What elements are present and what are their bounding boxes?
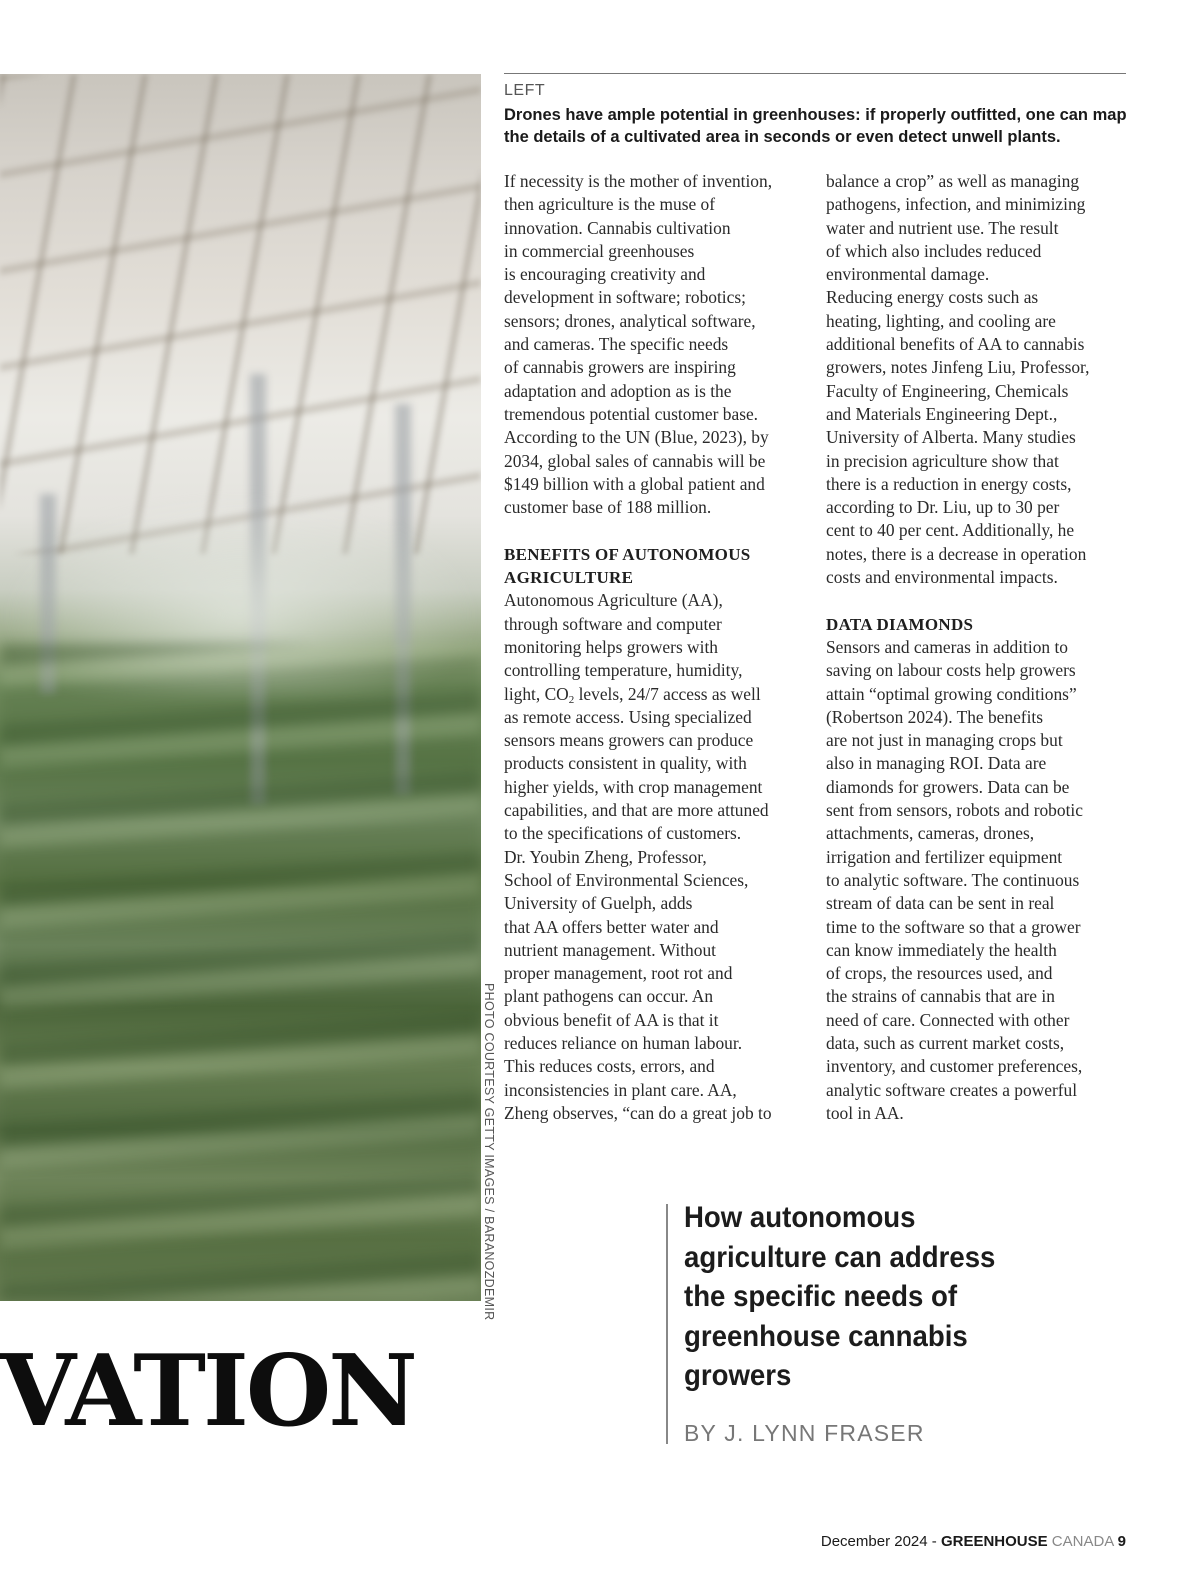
paragraph: Autonomous Agriculture (AA), through software and computer monitoring helps growers with controlling temperature, humidity, light, $CO_2$ levels, 24/7 access as well as remote access. Using specialized sensors means growers can produce products consistent in quality, with higher yields, with crop management capabilities, and that are more attuned to the specifications of customers.: [504, 590, 769, 844]
article-column-left: [504, 170, 807, 1125]
caption-text: Drones have ample potential in greenhouses: if properly outfitted, one can map the details of a cultivated area in seconds or even detect unwell plants.: [504, 106, 1127, 146]
page-footer: [821, 1533, 1126, 1550]
greenhouse-photo: [0, 74, 481, 1301]
byline: BY J. LYNN FRASER: [684, 1420, 925, 1446]
paragraph: Dr. Youbin Zheng, Professor, School of Environmental Sciences, University of Guelph, adds that AA offers better water and nutrient management. Without proper management, root rot and plant pathogens can occur. An obvious benefit of AA is that it reduces reliance on human labour. This reduces costs, errors, and inconsistencies in plant care. AA, Zheng observes, “can do a great job to: [504, 846, 772, 1123]
headline-rule: [666, 1204, 668, 1444]
footer-brand-light: CANADA: [1047, 1533, 1118, 1550]
section-heading: BENEFITS OF AUTONOMOUS AGRICULTURE: [504, 544, 751, 588]
article-headline: How autonomous agriculture can address the specific needs of greenhouse cannabis growers: [684, 1201, 996, 1392]
photo-credit: PHOTO COURTESY GETTY IMAGES / BARANOZDEMIR: [482, 983, 496, 1321]
title-fragment: VATION: [0, 1334, 415, 1449]
section-heading: DATA DIAMONDS: [826, 614, 974, 634]
footer-date: December 2024 -: [820, 1533, 941, 1550]
paragraph: Reducing energy costs such as heating, lighting, and cooling are additional benefits of AA to cannabis growers, notes Jinfeng Liu, Professor, Faculty of Engineering, Chemicals and Materials Engineering Dept., University of Alberta. Many studies in precision agriculture show that there is a reduction in energy costs, according to Dr. Liu, up to 30 per cent to 40 per cent. Additionally, he notes, there is a decrease in operation costs and environmental impacts.: [826, 287, 1090, 588]
article-column-right: [826, 170, 1129, 1125]
photo-plant-rows: [0, 644, 481, 1301]
page-number: 9: [1117, 1533, 1126, 1550]
top-rule: [504, 73, 1126, 74]
paragraph: balance a crop” as well as managing pathogens, infection, and minimizing water and nutrient use. The result of which also includes reduced environmental damage.: [826, 171, 1086, 285]
paragraph: Sensors and cameras in addition to saving on labour costs help growers attain “optimal growing conditions” (Robertson 2024). The benefits are not just in managing crops but also in managing ROI. Data are diamonds for growers. Data can be sent from sensors, robots and robotic attachments, cameras, drones, irrigation and fertilizer equipment to analytic software. The continuous stream of data can be sent in real time to the software so that a grower can know immediately the health of crops, the resources used, and the strains of cannabis that are in need of care. Connected with other data, such as current market costs, inventory, and customer preferences, analytic software creates a powerful tool in AA.: [826, 636, 1083, 1123]
footer-brand: GREENHOUSE: [940, 1533, 1048, 1550]
paragraph: If necessity is the mother of invention, then agriculture is the muse of innovation. Cannabis cultivation in commercial greenhouses is encouraging creativity and development in software; robotics; sensors; drones, analytical software, and cameras. The specific needs of cannabis growers are inspiring adaptation and adoption as is the tremendous potential customer base. According to the UN (Blue, 2023), by 2034, global sales of cannabis will be $149 billion with a global patient and customer base of 188 million.: [504, 171, 773, 518]
caption-label: LEFT: [504, 82, 546, 99]
